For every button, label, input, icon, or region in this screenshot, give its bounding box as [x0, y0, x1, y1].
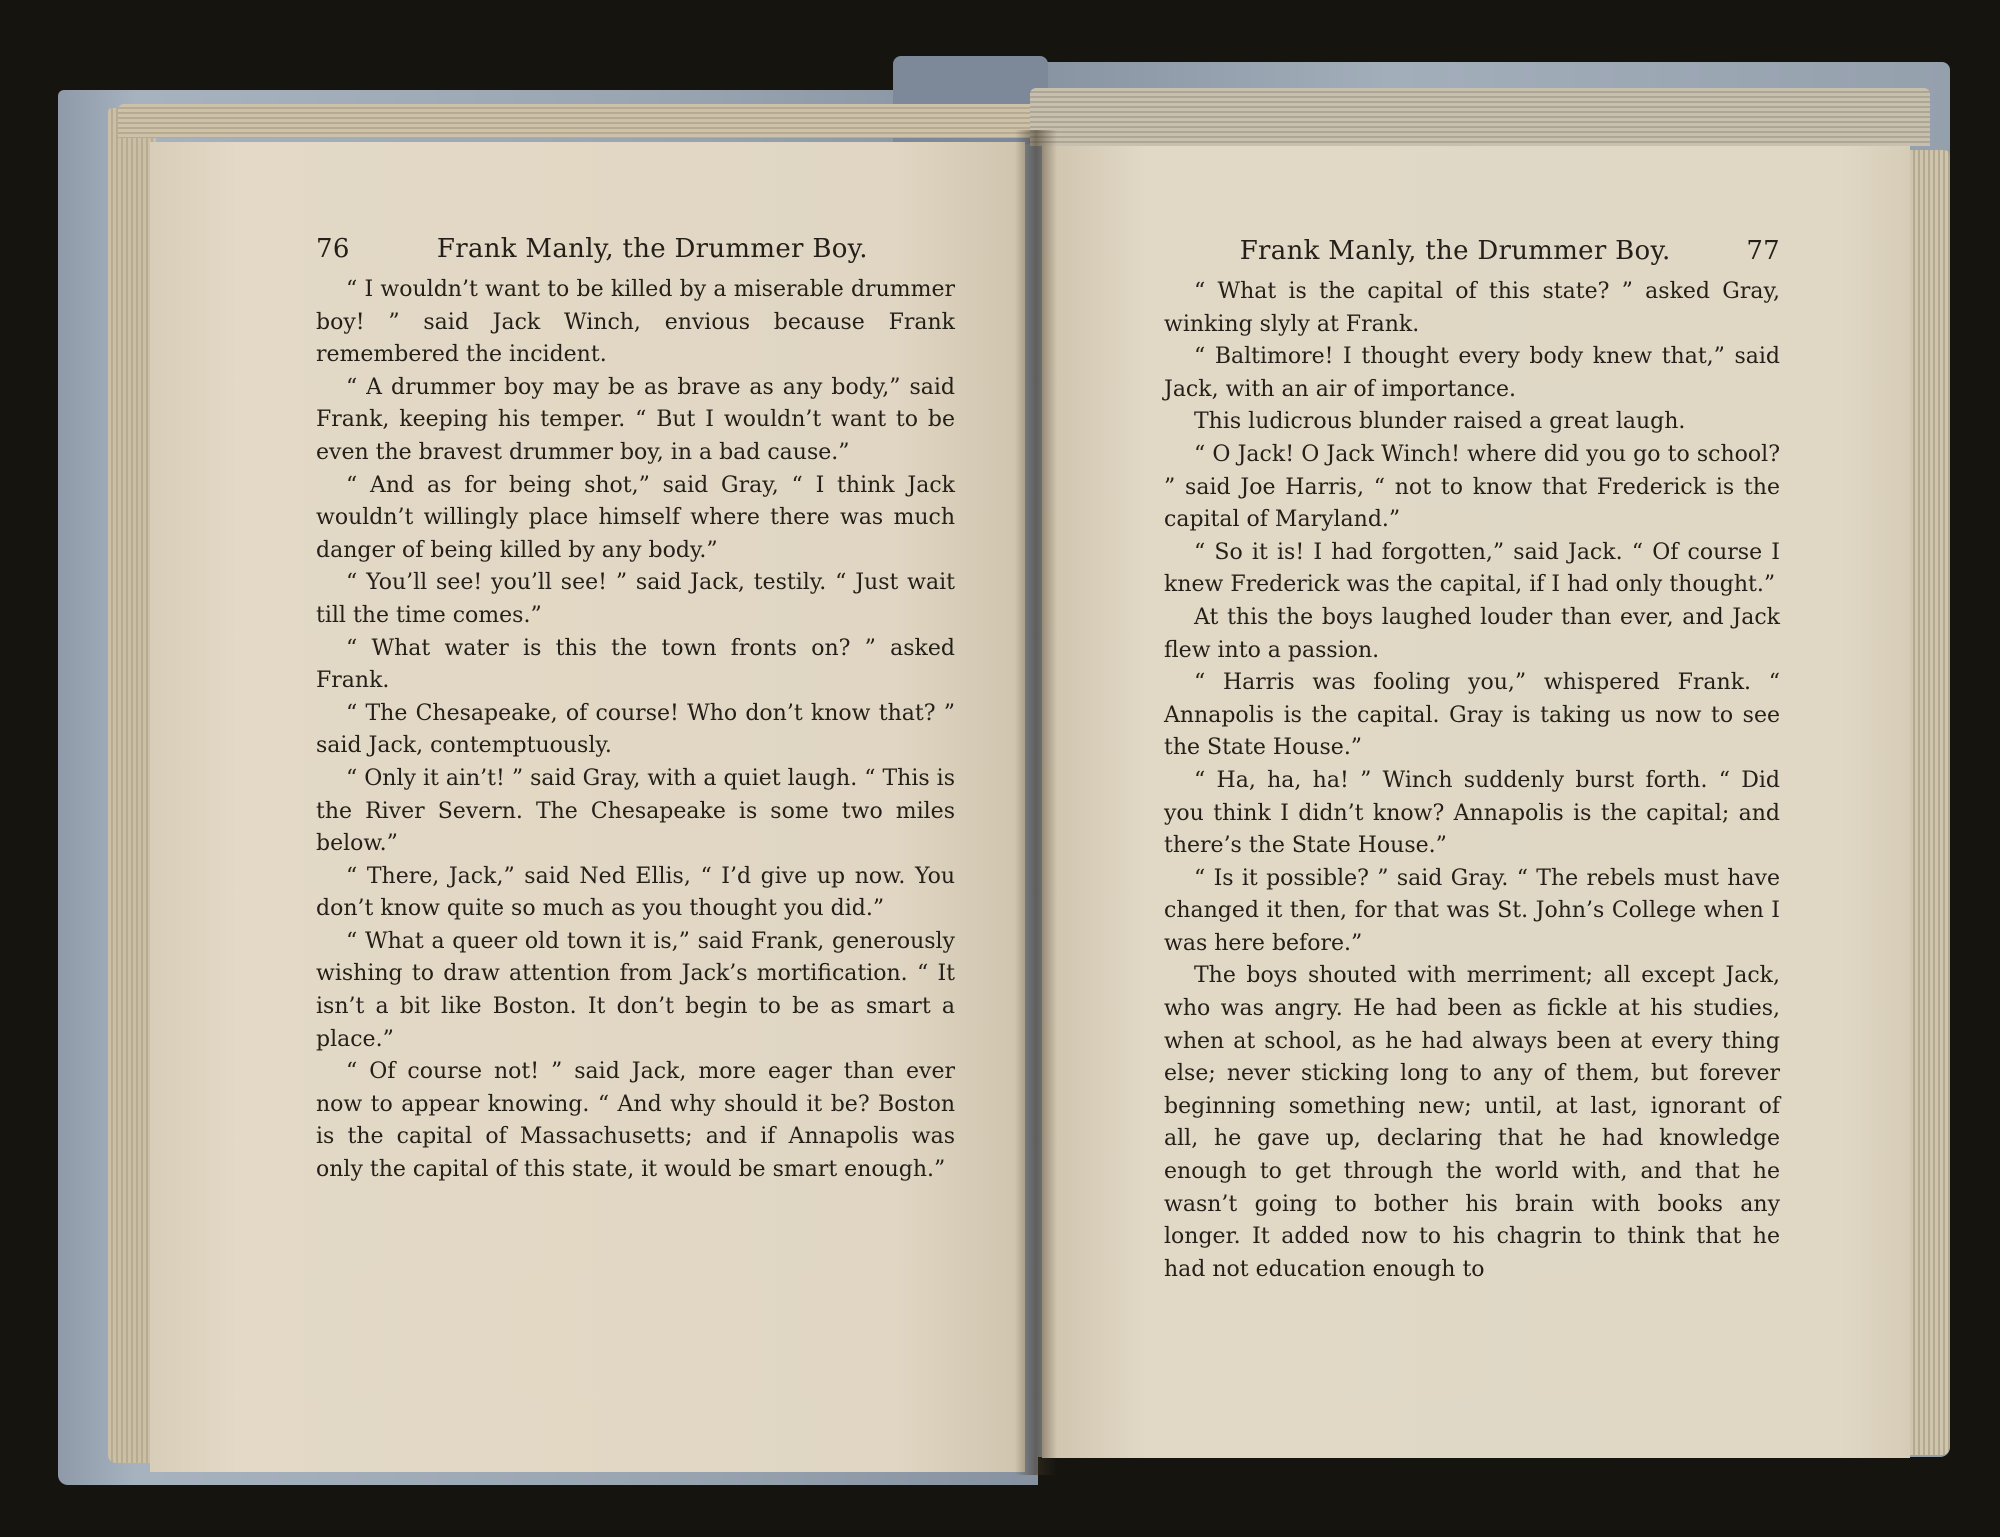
page-block-top-right: [1030, 88, 1930, 146]
paragraph: The boys shouted with merriment; all except Jack, who was angry. He had been as fickle at his studies, when at school, as he had always been at every thing else; never sticking long to any of them, but forever beginning something new; until, at last, ignorant of all, he gave up, declaring that he had knowledge enough to get through the world with, and that he wasn’t going to bother his brain with books any longer. It added now to his chagrin to think that he had not education enough to: [1164, 963, 1780, 1282]
paragraph: “ The Chesapeake, of course! Who don’t know that? ” said Jack, contemptuously.: [316, 700, 955, 759]
right-running-head: [1164, 236, 1780, 266]
paragraph: “ Ha, ha, ha! ” Winch suddenly burst forth. “ Did you think I didn’t know? Annapolis is the capital; and there’s the State House.”: [1164, 767, 1780, 859]
left-page: [150, 142, 1025, 1472]
right-page: [1042, 146, 1910, 1458]
paragraph: “ A drummer boy may be as brave as any body,” said Frank, keeping his temper. “ But I wouldn’t want to be even the bravest drummer boy, in a bad cause.”: [316, 374, 955, 465]
left-running-title: Frank Manly, the Drummer Boy.: [436, 234, 868, 264]
paragraph: “ Is it possible? ” said Gray. “ The rebels must have changed it then, for that was St. John’s College when I was here before.”: [1164, 865, 1780, 956]
paragraph: “ So it is! I had forgotten,” said Jack. “ Of course I knew Frederick was the capital, if I had only thought.”: [1164, 539, 1780, 598]
paragraph: “ You’ll see! you’ll see! ” said Jack, testily. “ Just wait till the time comes.”: [316, 570, 955, 628]
left-page-number: 76: [316, 234, 350, 264]
book-gutter: [1015, 130, 1057, 1475]
paragraph: “ O Jack! O Jack Winch! where did you go to school? ” said Joe Harris, “ not to know that Frederick is the capital of Maryland.”: [1164, 441, 1780, 533]
paragraph: “ What water is this the town fronts on? ” asked Frank.: [316, 635, 955, 694]
paragraph: “ Baltimore! I thought every body knew that,” said Jack, with an air of importance.: [1164, 344, 1780, 402]
paragraph: “ There, Jack,” said Ned Ellis, “ I’d give up now. You don’t know quite so much as you thought you did.”: [316, 863, 955, 922]
right-running-title: Frank Manly, the Drummer Boy.: [1239, 236, 1671, 266]
paragraph: At this the boys laughed louder than ever, and Jack flew into a passion.: [1164, 604, 1780, 663]
right-page-text: [1164, 276, 1780, 1286]
paragraph: “ What a queer old town it is,” said Frank, generously wishing to draw attention from Jack’s mortification. “ It isn’t a bit like Boston. It don’t begin to be as smart a place.”: [316, 928, 955, 1052]
paragraph: “ Only it ain’t! ” said Gray, with a quiet laugh. “ This is the River Severn. The Chesapeake is some two miles below.”: [316, 765, 955, 857]
paragraph: This ludicrous blunder raised a great laugh.: [1194, 409, 1686, 435]
paragraph: “ Of course not! ” said Jack, more eager than ever now to appear knowing. “ And why should it be? Boston is the capital of Massachusetts; and if Annapolis was only the capital of this state, it would be smart enough.”: [316, 1059, 955, 1183]
paragraph: “ What is the capital of this state? ” asked Gray, winking slyly at Frank.: [1164, 279, 1780, 337]
page-block-edge-left: [108, 108, 156, 1463]
left-page-text: [316, 274, 955, 1187]
right-page-number: 77: [1746, 236, 1780, 266]
page-block-top-left: [118, 104, 1038, 138]
paragraph: “ Harris was fooling you,” whispered Frank. “ Annapolis is the capital. Gray is taking us now to see the State House.”: [1164, 670, 1780, 761]
paragraph: “ And as for being shot,” said Gray, “ I think Jack wouldn’t willingly place himself where there was much danger of being killed by any body.”: [316, 472, 955, 563]
left-running-head: [316, 234, 955, 264]
paragraph: “ I wouldn’t want to be killed by a miserable drummer boy! ” said Jack Winch, envious because Frank remembered the incident.: [316, 277, 955, 368]
